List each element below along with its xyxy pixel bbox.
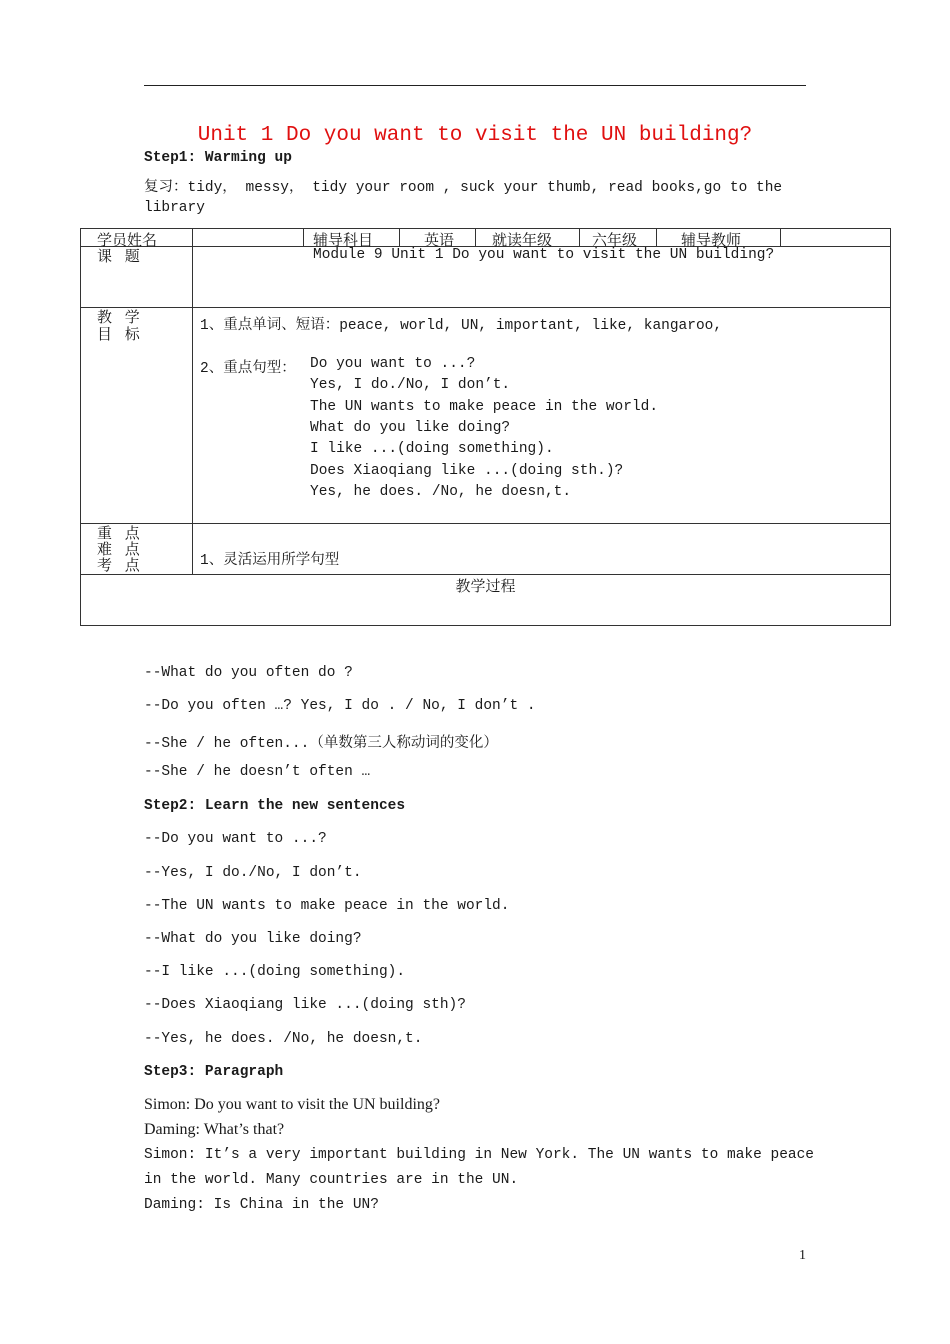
grade-value: 六年级: [592, 231, 638, 249]
key-label-line-3: 考 点: [97, 556, 144, 574]
pattern-item: Does Xiaoqiang like ...(doing sth.)?: [310, 463, 624, 479]
dialogue-line: --She / he often...（单数第三人称动词的变化）: [144, 736, 498, 752]
step2-line: --Do you want to ...?: [144, 831, 327, 847]
step2-line: --Yes, he does. /No, he doesn,t.: [144, 1031, 423, 1047]
key-value: 1、灵活运用所学句型: [200, 553, 340, 569]
key-label-line-2: 难 点: [97, 540, 144, 558]
col-divider: [780, 229, 781, 246]
goals-vocab: 1、重点单词、短语：peace, world, UN, important, like, kangaroo,: [200, 318, 723, 334]
pattern-item: Yes, I do./No, I don’t.: [310, 377, 511, 393]
dialogue-line: --She / he doesn’t often …: [144, 764, 371, 780]
header-rule: [144, 85, 806, 86]
col-divider: [475, 229, 476, 246]
goals-patterns-label: 2、重点句型：: [200, 361, 296, 377]
step1-heading: Step1: Warming up: [144, 150, 292, 166]
subject-value: 英语: [424, 231, 455, 249]
page-number: 1: [799, 1248, 806, 1263]
col-divider: [579, 229, 580, 246]
goals-label-line-1: 教 学: [97, 308, 144, 326]
review-line-1: 复习：tidy， messy， tidy your room , suck your thumb, read books,go to the: [144, 180, 783, 196]
dialogue-line: --What do you often do ?: [144, 665, 353, 681]
subject-label: 辅导科目: [313, 231, 374, 249]
page-title: Unit 1 Do you want to visit the UN building?: [197, 124, 753, 147]
col-divider: [399, 229, 400, 246]
pattern-item: I like ...(doing something).: [310, 441, 554, 457]
step2-line: --Yes, I do./No, I don’t.: [144, 865, 362, 881]
col-divider: [303, 229, 304, 246]
simon-line-2a: Simon: It’s a very important building in New York. The UN wants to make peace: [144, 1147, 815, 1163]
pattern-item: Yes, he does. /No, he doesn,t.: [310, 484, 572, 500]
student-name-label: 学员姓名: [97, 231, 158, 249]
col-divider: [192, 229, 193, 246]
topic-value: Module 9 Unit 1 Do you want to visit the UN building?: [313, 247, 775, 263]
grade-label: 就读年级: [492, 231, 553, 249]
step2-line: --Does Xiaoqiang like ...(doing sth)?: [144, 997, 466, 1013]
process-label: 教学过程: [455, 577, 516, 595]
topic-label: 课 题: [97, 247, 144, 265]
teacher-label: 辅导教师: [681, 231, 742, 249]
pattern-item: What do you like doing?: [310, 420, 511, 436]
col-divider: [656, 229, 657, 246]
dialogue-line: --Do you often …? Yes, I do . / No, I don’t .: [144, 698, 536, 714]
step2-line: --The UN wants to make peace in the world.: [144, 898, 510, 914]
step3-heading: Step3: Paragraph: [144, 1064, 284, 1080]
daming-line-2: Daming: Is China in the UN?: [144, 1197, 379, 1213]
row-divider: [81, 523, 890, 524]
pattern-item: The UN wants to make peace in the world.: [310, 399, 659, 415]
review-line-2: library: [144, 200, 205, 216]
key-label-line-1: 重 点: [97, 524, 144, 542]
col-divider: [192, 246, 193, 574]
simon-line-1: Simon: Do you want to visit the UN building?: [144, 1096, 440, 1113]
goals-label-line-2: 目 标: [97, 325, 144, 343]
pattern-item: Do you want to ...?: [310, 356, 476, 372]
lesson-table: [80, 228, 891, 626]
simon-line-2b: in the world. Many countries are in the UN.: [144, 1172, 519, 1188]
step2-heading: Step2: Learn the new sentences: [144, 798, 406, 814]
step2-line: --I like ...(doing something).: [144, 964, 406, 980]
row-divider: [81, 307, 890, 308]
daming-line-1: Daming: What’s that?: [144, 1121, 285, 1138]
step2-line: --What do you like doing?: [144, 931, 362, 947]
